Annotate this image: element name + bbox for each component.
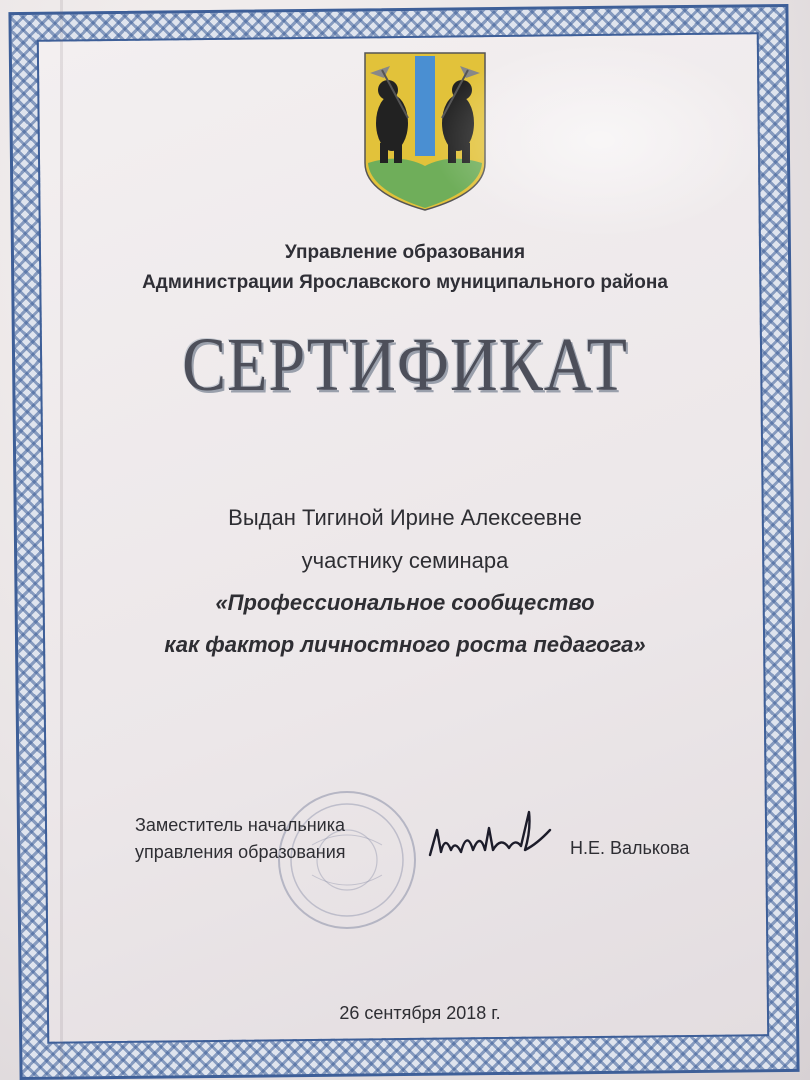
signatory-name: Н.Е. Валькова — [570, 838, 690, 858]
organization-line-2: Администрации Ярославского муниципального района — [142, 272, 668, 293]
certificate-title: СЕРТИФИКАТ — [182, 323, 628, 408]
event-title-line-2: как фактор личностного роста педагога» — [164, 632, 646, 657]
signatory-position-line-2: управления образования — [135, 842, 346, 862]
handwritten-signature-icon — [425, 800, 555, 870]
paper-crease — [60, 0, 63, 1080]
issue-date: 26 сентября 2018 г. — [339, 1003, 501, 1023]
recipient-role: участнику семинара — [301, 548, 509, 573]
signatory-position-line-1: Заместитель начальника — [135, 815, 346, 835]
recipient-name: Выдан Тигиной Ирине Алексеевне — [228, 505, 582, 530]
organization-line-1: Управление образования — [284, 242, 526, 263]
coat-of-arms-icon — [360, 48, 490, 213]
event-title-line-1: «Профессиональное сообщество — [215, 590, 595, 615]
